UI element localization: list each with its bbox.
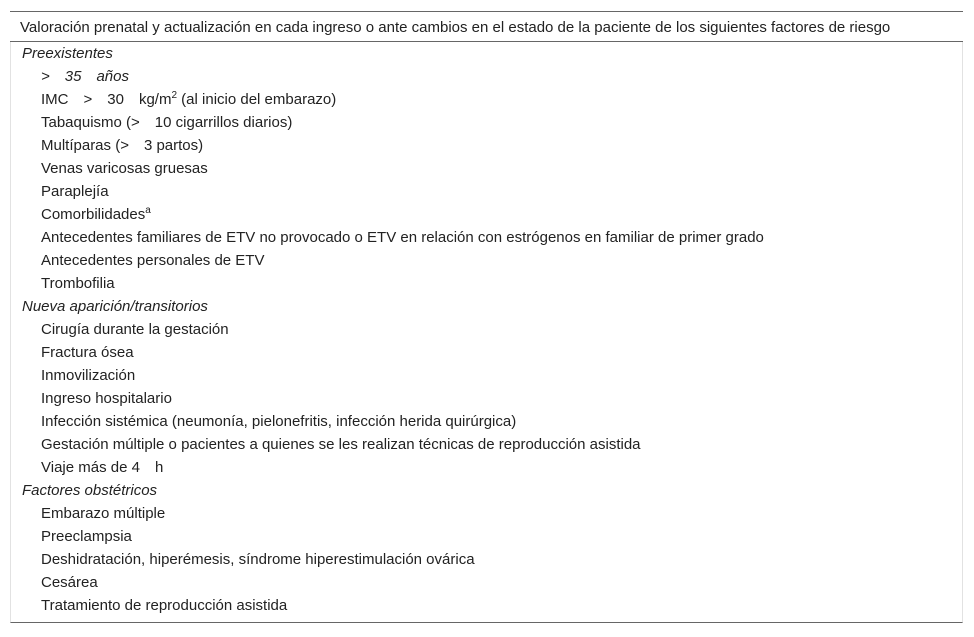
item-cirugia: Cirugía durante la gestación — [41, 321, 229, 338]
item-gestacion-multiple: Gestación múltiple o pacientes a quienes se les realizan técnicas de reproducción asistida — [41, 436, 641, 453]
item-tabaquismo: Tabaquismo (> 10 cigarrillos diarios) — [41, 114, 293, 131]
item-comorbilidades — [11, 203, 962, 226]
item-comorbilidades-footnote: a — [145, 205, 151, 216]
item-tratamiento-reproduccion: Tratamiento de reproducción asistida — [41, 597, 288, 614]
item-imc-prefix: IMC > 30 kg/m — [41, 91, 172, 108]
item-inmovilizacion: Inmovilización — [41, 367, 136, 384]
table-body — [10, 42, 963, 623]
item-paraplejia: Paraplejía — [41, 183, 109, 200]
item-multiparas: Multíparas (> 3 partos) — [41, 137, 204, 154]
item-ingreso-hospitalario: Ingreso hospitalario — [41, 390, 172, 407]
item-fractura: Fractura ósea — [41, 344, 134, 361]
section-preexistentes-title: Preexistentes — [22, 45, 113, 62]
item-age: > 35 años — [41, 68, 129, 85]
item-trombofilia: Trombofilia — [41, 275, 115, 292]
item-cesarea: Cesárea — [41, 574, 98, 591]
section-nueva-aparicion-title: Nueva aparición/transitorios — [22, 298, 208, 315]
item-viaje: Viaje más de 4 h — [41, 459, 164, 476]
item-antecedentes-familiares: Antecedentes familiares de ETV no provocado o ETV en relación con estrógenos en familiar de primer grado — [41, 229, 764, 246]
item-deshidratacion: Deshidratación, hiperémesis, síndrome hiperestimulación ovárica — [41, 551, 475, 568]
item-venas-varicosas: Venas varicosas gruesas — [41, 160, 208, 177]
item-comorbilidades-label: Comorbilidades — [41, 206, 146, 223]
table-header: Valoración prenatal y actualización en cada ingreso o ante cambios en el estado de la paciente de los siguientes factores de riesgo — [10, 11, 963, 42]
item-embarazo-multiple: Embarazo múltiple — [41, 505, 166, 522]
item-imc-superscript: 2 — [171, 90, 178, 101]
item-imc — [11, 88, 962, 111]
item-imc-suffix: (al inicio del embarazo) — [177, 91, 337, 108]
item-antecedentes-personales: Antecedentes personales de ETV — [41, 252, 265, 269]
item-preeclampsia: Preeclampsia — [41, 528, 132, 545]
risk-factors-table — [10, 11, 963, 623]
section-obstetricos-title: Factores obstétricos — [22, 482, 158, 499]
item-infeccion: Infección sistémica (neumonía, pielonefritis, infección herida quirúrgica) — [41, 413, 517, 430]
